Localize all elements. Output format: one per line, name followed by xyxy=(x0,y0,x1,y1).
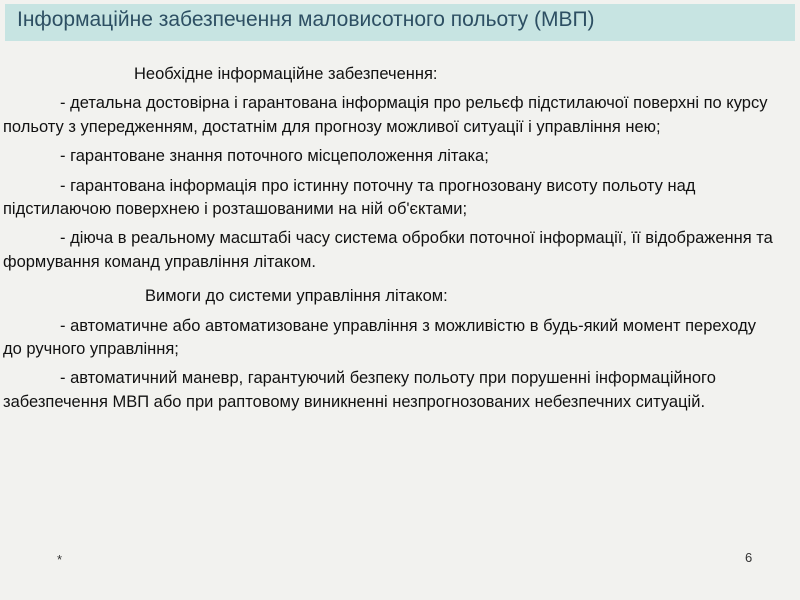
list-item-text: - гарантована інформація про істинну поточну та прогнозовану висоту польоту над підстилаючою поверхнею і розташованими на ній об'єктами; xyxy=(3,176,696,219)
slide-content xyxy=(3,63,778,420)
list-item-text: - автоматичне або автоматизоване управління з можливістю в будь-який момент переходу до ручного управління; xyxy=(3,316,756,359)
list-item-text: - автоматичний маневр, гарантуючий безпеку польоту при порушенні інформаційного забезпечення МВП або при раптовому виникненні незпрогнозованих небезпечних ситуацій. xyxy=(3,369,716,411)
page-number: 6 xyxy=(745,550,753,565)
slide-title: Інформаційне забезпечення маловисотного польоту (МВП) xyxy=(17,8,595,31)
title-bar xyxy=(5,4,795,41)
list-item xyxy=(3,175,778,222)
footer-marker: * xyxy=(57,552,63,567)
list-item-text: - детальна достовірна і гарантована інформація про рельєф підстилаючої поверхні по курсу польоту з упередженням, достатнім для прогнозу можливої ситуації і управління нею; xyxy=(3,94,768,136)
list-item xyxy=(3,367,778,414)
list-item xyxy=(3,315,778,362)
list-item xyxy=(60,145,778,168)
list-item-text: - діюча в реальному масштабі часу система обробки поточної інформації, її відображення та формування команд управління літаком. xyxy=(3,229,773,271)
section-heading-control-requirements: Вимоги до системи управління літаком: xyxy=(145,287,448,306)
section-heading-info-support: Необхідне інформаційне забезпечення: xyxy=(134,65,438,83)
list-item xyxy=(3,227,778,274)
list-item-text: - гарантоване знання поточного місцеположення літака; xyxy=(60,147,489,166)
list-item xyxy=(3,92,778,139)
